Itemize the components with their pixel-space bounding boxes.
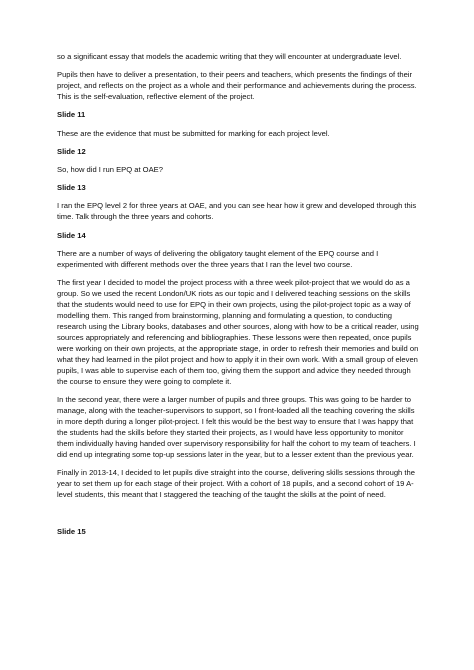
slide-heading: Slide 13: [57, 183, 86, 193]
paragraph: Pupils then have to deliver a presentation, to their peers and teachers, which presents the findings of their project, and reflects on the project as a whole and their performance and achievements during the process. This is the self-evaluation, reflective element of the project.: [57, 70, 417, 102]
slide-heading: Slide 11: [57, 110, 86, 120]
slide-heading: Slide 14: [57, 230, 86, 240]
paragraph: The first year I decided to model the project process with a three week pilot-project that we would do as a group. So we used the recent London/UK riots as our topic and I delivered teaching sessions on the skills that the students would need to use for EPQ in their own projects, using the pilot-project topic as a way of modelling them. This ranged from brainstorming, planning and formulating a question, to conducting research using the Library books, databases and other sources, along with how to be a critical reader, using sources appropriately and referencing and bibliographies. These lessons were then repeated, once pupils were working on their own projects, at the appropriate stage, in order to refresh their memories and build on what they had learned in the pilot project and how to apply it in their own work. With a small group of eleven pupils, I was able to supervise each of them too, giving them the support and advice they needed through the course to ensure they were going to complete it.: [57, 277, 419, 386]
paragraph: so a significant essay that models the academic writing that they will encounter at undergraduate level.: [57, 52, 402, 61]
paragraph: There are a number of ways of delivering the obligatory taught element of the EPQ course and I experimented with different methods over the three years that I ran the level two course.: [57, 248, 379, 269]
paragraph: So, how did I run EPQ at OAE?: [57, 164, 163, 174]
slide-heading: Slide 15: [57, 527, 86, 537]
paragraph: These are the evidence that must be submitted for marking for each project level.: [57, 128, 330, 138]
paragraph: In the second year, there were a larger number of pupils and three groups. This was going to be harder to manage, along with the teacher-supervisors to support, so I front-loaded all the teaching covering the skills in more depth during a longer pilot-project. I felt this would be the best way to ensure that I was happy that the students had the skills before they started their projects, as I would have less opportunity to monitor them individually having handed over supervisory responsibility for half the cohort to my team of teachers. I did end up integrating some top-up sessions later in the year, but to a lesser extent than the previous year.: [57, 395, 416, 460]
paragraph: I ran the EPQ level 2 for three years at OAE, and you can see hear how it grew and developed through this time. Talk through the three years and cohorts.: [57, 201, 417, 222]
document-body: [57, 51, 419, 544]
paragraph: Finally in 2013-14, I decided to let pupils dive straight into the course, delivering skills sessions through the year to set them up for each stage of their project. With a cohort of 18 pupils, and a second cohort of 19 A-level students, this meant that I staggered the teaching of the taught the skills at the point of need.: [57, 468, 415, 500]
slide-heading: Slide 12: [57, 146, 86, 156]
